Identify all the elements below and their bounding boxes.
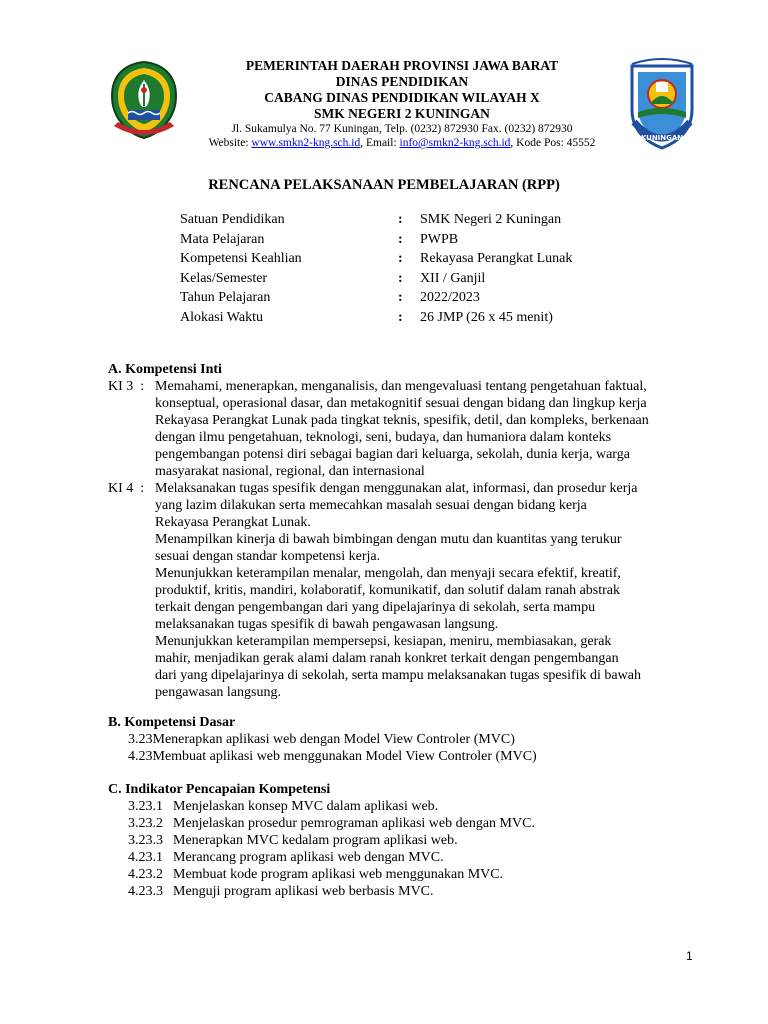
- postal-code: , Kode Pos: 45552: [510, 137, 596, 149]
- website-link[interactable]: www.smkn2-kng.sch.id: [251, 137, 361, 149]
- ki3-line: masyarakat nasional, regional, dan internasional: [155, 464, 425, 479]
- indicator-text: Membuat kode program aplikasi web menggunakan MVC.: [173, 867, 504, 882]
- email-label: , Email:: [360, 137, 400, 149]
- ki3-line: Rekayasa Perangkat Lunak pada tingkat teknis, spesifik, detil, dan kompleks, berkenaan: [155, 413, 649, 428]
- identity-colon: :: [398, 231, 403, 247]
- list-item: [128, 748, 537, 765]
- indicator-text: Menerapkan MVC kedalam program aplikasi web.: [173, 833, 458, 848]
- indicator-code: 3.23.1: [128, 799, 163, 814]
- email-link[interactable]: info@smkn2-kng.sch.id: [399, 137, 511, 149]
- jawa-barat-emblem-icon: [108, 60, 180, 140]
- identity-label: Alokasi Waktu: [180, 309, 263, 325]
- indicator-text: Menguji program aplikasi web berbasis MVC.: [173, 884, 434, 899]
- ki4-line: dari yang dipelajarinya di sekolah, serta mampu melaksanakan tugas spesifik di bawah: [155, 668, 641, 683]
- section-a-heading: A. Kompetensi Inti: [108, 362, 222, 377]
- ki3-line: pengembangan potensi diri sebagai bagian dari keluarga, sekolah, dunia kerja, warga: [155, 447, 630, 462]
- kd-text: Menerapkan aplikasi web dengan Model View Controler (MVC): [152, 732, 515, 747]
- kuningan-emblem-text: KUNINGAN: [640, 134, 684, 142]
- ki3-code: KI 3: [108, 379, 134, 394]
- identity-colon: :: [398, 212, 403, 227]
- ki4-line: Rekayasa Perangkat Lunak.: [155, 515, 311, 530]
- ki4-colon: :: [140, 481, 145, 496]
- identity-colon: :: [398, 309, 403, 325]
- ki4-line: terkait dengan pengembangan dari yang dipelajarinya di sekolah, serta mampu: [155, 600, 596, 615]
- section-c-heading: C. Indikator Pencapaian Kompetensi: [108, 782, 331, 797]
- identity-colon: :: [398, 290, 403, 305]
- letterhead-line-2: DINAS PENDIDIKAN: [335, 74, 469, 89]
- kd-code: 4.23: [128, 749, 153, 764]
- website-label: Website:: [208, 137, 252, 149]
- identity-value: SMK Negeri 2 Kuningan: [420, 212, 562, 227]
- ki3-line: konseptual, operasional dasar, dan metakognitif sesuai dengan bidang dan lingkup kerja: [155, 396, 647, 411]
- letterhead-line-1: PEMERINTAH DAERAH PROVINSI JAWA BARAT: [245, 58, 559, 73]
- kd-code: 3.23: [128, 732, 153, 747]
- identity-colon: :: [398, 251, 403, 266]
- ki4-line: Menunjukkan keterampilan menalar, mengolah, dan menyaji secara efektif, kreatif,: [155, 566, 621, 581]
- identity-label: Satuan Pendidikan: [180, 212, 285, 227]
- identity-label: Tahun Pelajaran: [180, 290, 271, 305]
- letterhead: [180, 58, 624, 150]
- indicator-code: 3.23.3: [128, 833, 163, 848]
- list-item: [128, 849, 535, 866]
- identity-colon: :: [398, 270, 403, 286]
- ki4-line: mahir, menjadikan gerak alami dalam ranah konkret terkait dengan pengembangan: [155, 651, 619, 666]
- list-item: [128, 883, 535, 900]
- page-number: 1: [686, 949, 693, 963]
- list-item: [128, 731, 537, 748]
- ki4-line: pengawasan langsung.: [155, 685, 281, 700]
- identity-label: Kelas/Semester: [180, 270, 268, 286]
- letterhead-address: Jl. Sukamulya No. 77 Kuningan, Telp. (0232) 872930 Fax. (0232) 872930: [231, 123, 573, 135]
- ki4-label: [108, 480, 144, 497]
- identity-label: Kompetensi Keahlian: [180, 251, 302, 266]
- identity-value: XII / Ganjil: [420, 270, 486, 286]
- ki4-line: melaksanakan tugas spesifik di bawah pengawasan langsung.: [155, 617, 499, 632]
- identity-value: 2022/2023: [420, 290, 480, 305]
- ki4-code: KI 4: [108, 481, 134, 496]
- indicator-text: Merancang program aplikasi web dengan MVC.: [173, 850, 444, 865]
- list-item: [128, 798, 535, 815]
- ki4-text: [155, 480, 696, 701]
- indicator-code: 4.23.3: [128, 884, 163, 899]
- identity-value: 26 JMP (26 x 45 menit): [420, 309, 553, 325]
- ki3-line: Memahami, menerapkan, menganalisis, dan mengevaluasi tentang pengetahuan faktual,: [155, 379, 647, 394]
- identity-value: Rekayasa Perangkat Lunak: [420, 251, 573, 266]
- list-item: [128, 866, 535, 883]
- ki3-line: dengan ilmu pengetahuan, teknologi, seni, budaya, dan humaniora dalam konteks: [155, 430, 612, 445]
- document-title: RENCANA PELAKSANAAN PEMBELAJARAN (RPP): [208, 177, 560, 193]
- ki3-label: [108, 378, 144, 395]
- kuningan-emblem-icon: [624, 58, 700, 150]
- kompetensi-dasar-list: [128, 731, 537, 765]
- ki3-colon: :: [140, 379, 145, 394]
- ki4-line: yang lazim dilakukan serta memecahkan masalah sesuai dengan bidang kerja: [155, 498, 587, 513]
- ki4-line: Melaksanakan tugas spesifik dengan menggunakan alat, informasi, dan prosedur kerja: [155, 481, 638, 496]
- list-item: [128, 815, 535, 832]
- ki4-line: Menunjukkan keterampilan mempersepsi, kesiapan, meniru, membiasakan, gerak: [155, 634, 612, 649]
- kd-text: Membuat aplikasi web menggunakan Model View Controler (MVC): [152, 749, 537, 764]
- indicator-text: Menjelaskan prosedur pemrograman aplikasi web dengan MVC.: [173, 816, 535, 831]
- indikator-list: [128, 798, 535, 900]
- indicator-code: 3.23.2: [128, 816, 163, 831]
- letterhead-contact: [180, 136, 624, 150]
- identity-label: Mata Pelajaran: [180, 231, 265, 247]
- indicator-text: Menjelaskan konsep MVC dalam aplikasi web.: [173, 799, 439, 814]
- letterhead-line-3: CABANG DINAS PENDIDIKAN WILAYAH X: [264, 90, 540, 105]
- ki3-text: [155, 378, 696, 480]
- identity-value: PWPB: [420, 231, 459, 247]
- indicator-code: 4.23.1: [128, 850, 163, 865]
- list-item: [128, 832, 535, 849]
- indicator-code: 4.23.2: [128, 867, 163, 882]
- ki4-line: sesuai dengan standar kompetensi kerja.: [155, 549, 381, 564]
- ki4-line: produktif, kritis, mandiri, kolaboratif, komunikatif, dan solutif dalam ranah abstrak: [155, 583, 621, 598]
- section-b-heading: B. Kompetensi Dasar: [108, 715, 236, 730]
- ki4-line: Menampilkan kinerja di bawah bimbingan dengan mutu dan kuantitas yang terukur: [155, 532, 622, 547]
- letterhead-school-name: SMK NEGERI 2 KUNINGAN: [314, 106, 490, 121]
